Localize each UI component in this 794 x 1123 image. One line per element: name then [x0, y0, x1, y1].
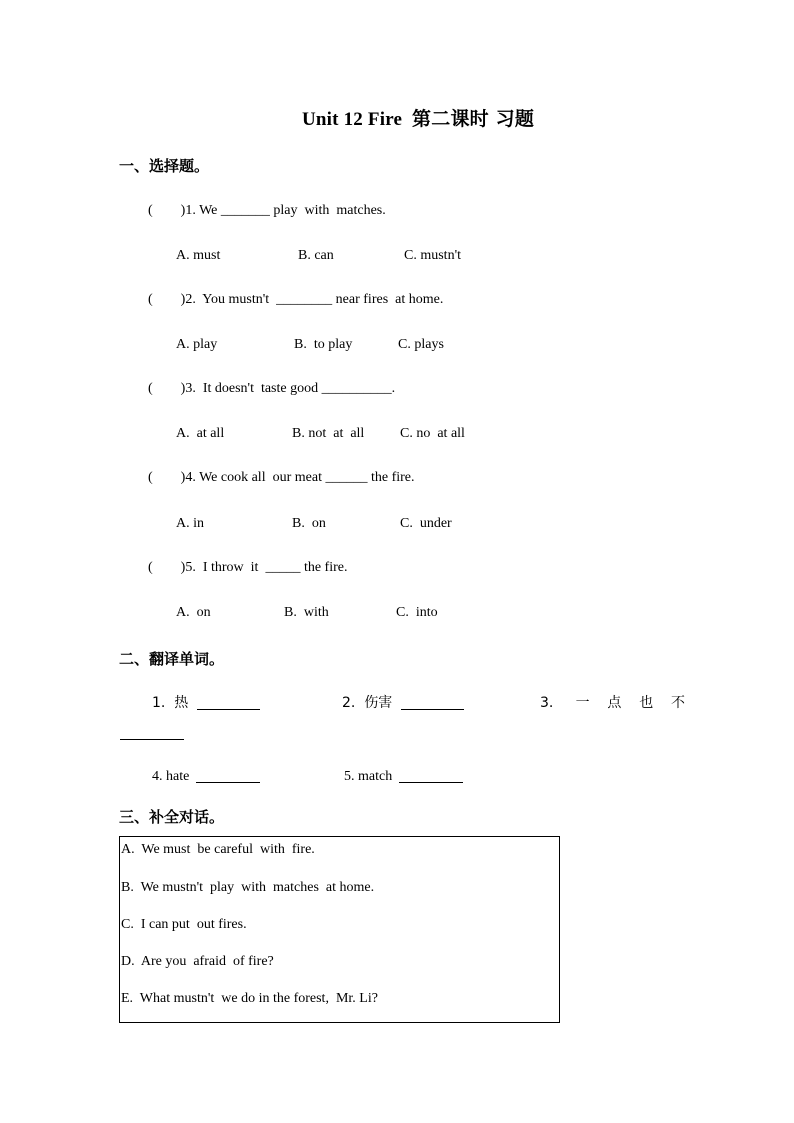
question-blank: _____ [265, 560, 301, 575]
answer-paren[interactable]: ( ) [148, 560, 186, 575]
question-text: 5. I throw it [185, 560, 266, 575]
question-2 [148, 292, 443, 308]
title-chinese: 第二课时 习题 [412, 108, 535, 130]
vocab-item-2 [342, 692, 464, 712]
vocab-blank[interactable] [120, 725, 184, 740]
dialogue-option-d: D. Are you afraid of fire? [121, 954, 274, 969]
question-text: 1. We [185, 203, 221, 218]
question-5-options [176, 605, 576, 669]
answer-paren[interactable]: ( ) [148, 203, 186, 218]
question-5 [148, 560, 347, 576]
question-text-suffix: play with matches. [269, 203, 386, 218]
option-a: A. must [176, 248, 221, 263]
question-blank: ______ [325, 470, 368, 485]
option-c: C. no at all [400, 426, 465, 441]
vocab-item-3 [540, 692, 685, 712]
question-text: 2. You mustn't [185, 292, 277, 307]
question-blank: ________ [276, 292, 333, 307]
section-heading-choice: 一、选择题。 [119, 157, 210, 175]
question-blank: _______ [220, 203, 270, 218]
question-blank: __________ [321, 381, 392, 396]
vocab-item-4 [152, 768, 260, 785]
vocab-label: 5. match [344, 769, 393, 784]
vocab-blank[interactable] [399, 768, 463, 783]
question-text-suffix: . [391, 381, 396, 396]
dialogue-option-c: C. I can put out fires. [121, 917, 247, 932]
answer-paren[interactable]: ( ) [148, 470, 186, 485]
question-text: 3. It doesn't taste good [185, 381, 322, 396]
option-b: B. with [284, 605, 329, 620]
page-title [0, 104, 794, 131]
vocab-item-3-blank [120, 725, 184, 742]
section-heading-translate: 二、翻译单词。 [119, 650, 225, 668]
vocab-item-1 [152, 692, 260, 712]
dialogue-option-a: A. We must be careful with fire. [121, 842, 315, 857]
option-a: A. in [176, 516, 204, 531]
option-a: A. play [176, 337, 218, 352]
answer-paren[interactable]: ( ) [148, 381, 186, 396]
vocab-label: 3. 一 点 也 不 [540, 695, 686, 711]
section-heading-dialogue: 三、补全对话。 [119, 808, 225, 826]
option-c: C. mustn't [404, 248, 461, 263]
option-c: C. into [396, 605, 438, 620]
answer-paren[interactable]: ( ) [148, 292, 186, 307]
vocab-label: 2. 伤害 [342, 695, 393, 711]
option-b: B. can [298, 248, 334, 263]
title-english: Unit 12 Fire [301, 109, 403, 130]
question-1 [148, 203, 386, 219]
vocab-blank[interactable] [196, 768, 260, 783]
option-a: A. on [176, 605, 211, 620]
option-c: C. under [400, 516, 452, 531]
question-text-suffix: the fire. [300, 560, 348, 575]
dialogue-options-box [119, 836, 560, 1023]
option-b: B. on [292, 516, 326, 531]
vocab-blank[interactable] [401, 695, 464, 710]
vocab-label: 4. hate [152, 769, 190, 784]
option-b: B. not at all [292, 426, 365, 441]
vocab-label: 1. 热 [152, 695, 189, 711]
option-c: C. plays [398, 337, 444, 352]
question-text: 4. We cook all our meat [185, 470, 326, 485]
dialogue-option-e: E. What mustn't we do in the forest, Mr. Li? [121, 991, 378, 1006]
question-3 [148, 381, 395, 397]
option-a: A. at all [176, 426, 225, 441]
vocab-item-5 [344, 768, 463, 785]
dialogue-option-b: B. We mustn't play with matches at home. [121, 880, 375, 895]
question-text-suffix: the fire. [367, 470, 415, 485]
question-text-suffix: near fires at home. [332, 292, 444, 307]
vocab-blank[interactable] [197, 695, 260, 710]
option-b: B. to play [294, 337, 353, 352]
question-4 [148, 470, 415, 486]
